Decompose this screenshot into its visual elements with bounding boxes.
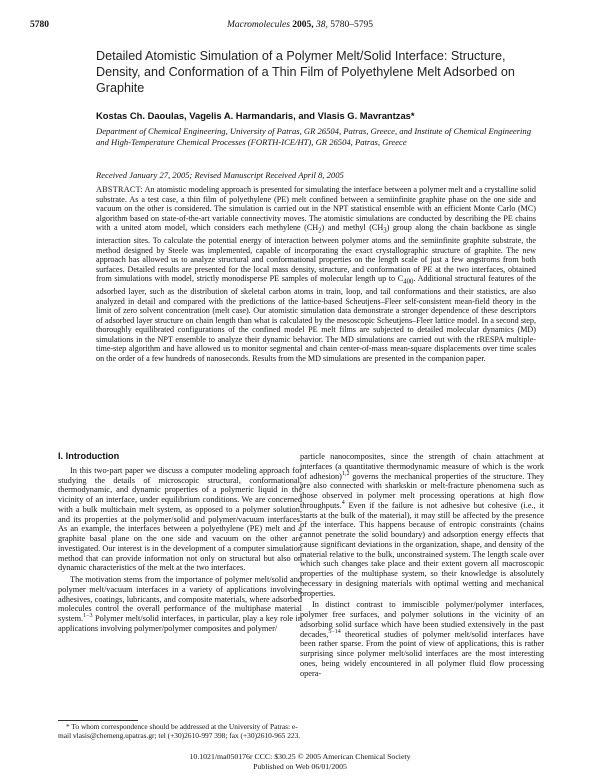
- right-column: [300, 452, 544, 678]
- section-heading: I. Introduction: [58, 451, 120, 461]
- abstract: [96, 183, 536, 363]
- right-paragraph-1: [300, 452, 544, 598]
- affiliation: Department of Chemical Engineering, University of Patras, GR 26504, Patras, Greece, and Institute of Chemical Engineering and High-Temperature Chemical Processes (FORTH-ICE/HT), GR 26504, Patras, Greece: [96, 126, 532, 147]
- abstract-text-3: ) group along the chain backbone as single interaction sites. To calculate the potential energy of interaction between polymer atoms and the semiinfinite graphite substrate, the method designed by Steele was implemented, capable of incorporating the exact crystallographic structure of graphite. The new approach has allowed us to analyze structural and conformational properties on the length scale of just a few angstroms from both surfaces. Detailed results are presented for the local mass density, structure, and conformation of PE at the two interfaces, obtained from simulations with model, strictly monodisperse PE samples of molecular length up to C: [96, 223, 536, 284]
- right-p1-text-b: governs the mechanical properties of the structure. They are also connected with sharkskin or melt-fracture phenomena such as those observed in polymer melt processing operations at high flow throughputs.: [300, 471, 544, 510]
- right-p2-text-a: In distinct contrast to immiscible polymer/polymer interfaces, polymer free surfaces, and polymer solutions in the vicinity of an adsorbing solid surface which have been studied extensively in the past decades,: [300, 600, 544, 639]
- abstract-text-1: An atomistic modeling approach is presented for simulating the interface between a polymer melt and a crystalline solid substrate. As a test case, a thin film of polyethylene (PE) melt confined between a semiinfinite graphite phase on the one side and vacuum on the other is considered. The simulation is carried out in the NPT statistical ensemble with an efficient Monte Carlo (MC) algorithm based on state-of-the-art variable connectivity moves. The atomistic simulations are conducted by describing the PE chains with a united atom model, which considers each methylene (CH: [96, 185, 536, 232]
- right-p1-text-c: Even if the failure is not adhesive but cohesive (i.e., it starts at the bulk of the material), it may still be affected by the presence of the interface. This happens because of entropic constraints (chains cannot penetrate the solid boundary) and adsorption energy effects that cause significant deviations in the organization, shape, and density of the material relative to the bulk, unconstrained system. The length scale over which such changes take place and their extent govern all macroscopic properties of the multiphase system, so their knowledge is absolutely necessary in designing materials with optimal wetting and mechanical properties.: [300, 500, 544, 598]
- abstract-text-4: . Additional structural features of the adsorbed layer, such as the distribution of skeletal carbon atoms in train, loop, and tail conformations and their statistics, are also analyzed in detail and compared with the predictions of the lattice-based Scheutjens–Fleer self-consistent mean-field theory in the limit of zero solvent concentration (melt case). Our atomistic simulation data demonstrate a stronger dependence of these descriptors of adsorbed layer structure on chain length than what is calculated by the mesoscopic Scheutjens–Fleer lattice model. In a second step, thoroughly equilibrated configurations of the confined model PE melt films are subjected to detailed molecular dynamics (MD) simulations in the NPT ensemble to analyze their dynamic behavior. The MD simulations are carried out with the rRESPA multiple-time-step algorithm and have allowed us to monitor segmental and chain center-of-mass mean-square displacements over time scales on the order of a few hundreds of nanoseconds. Results from the MD simulations are presented in the companion paper.: [96, 274, 536, 363]
- right-paragraph-2: [300, 600, 544, 678]
- article-title: Detailed Atomistic Simulation of a Polymer Melt/Solid Interface: Structure, Density, and Conformation of a Thin Film of Polyethylene Melt Adsorbed on Graphite: [96, 49, 515, 95]
- journal-pages: 5780–5795: [330, 20, 374, 30]
- journal-year: 2005,: [292, 20, 314, 30]
- right-p2-text-b: theoretical studies of polymer melt/solid interfaces have been rather sparse. From the point of view of applications, this is rather surprising since polymer melt/solid interfaces are the most interesting ones, being widely encountered in all polymer fluid flow processing opera-: [300, 629, 544, 678]
- correspondence-footnote: [58, 723, 302, 740]
- footnote-text: * To whom correspondence should be addressed at the University of Patras: e-mail vlasis@chemeng.upatras.gr; tel (+30)2610-997 398; fax (+30)2610-965 223.: [58, 722, 301, 740]
- intro-p2-text-b: Polymer melt/solid interfaces, in particular, play a key role in applications involving polymer/polymer composites and polymer/: [58, 614, 302, 633]
- author-list: Kostas Ch. Daoulas, Vagelis A. Harmandaris, and Vlasis G. Mavrantzas*: [96, 110, 415, 121]
- footnote-rule: [58, 720, 138, 721]
- journal-citation: [30, 20, 570, 30]
- right-p1-ref-2: 4: [341, 499, 345, 506]
- right-p2-ref: 5−14: [328, 628, 341, 635]
- running-header: [30, 20, 570, 34]
- published-date: Published on Web 06/01/2005: [253, 762, 347, 771]
- abstract-sub-3: 400: [403, 278, 414, 286]
- right-p1-text-a: particle nanocomposites, since the strength of chain attachment at interfaces (a quantitative thermodynamic measure of which is the work of adhesion): [300, 452, 544, 481]
- intro-paragraph-2: [58, 575, 302, 634]
- journal-volume: 38,: [316, 20, 328, 30]
- left-column: [58, 452, 302, 634]
- intro-paragraph-1: In this two-part paper we discuss a computer modeling approach for studying the details of microscopic structural, conformational, thermodynamic, and dynamic properties of a polymeric liquid in the vicinity of an interface, under equilibrium conditions. We are concerned with a bulk multichain melt system, as opposed to a polymer solution, and its properties at the polymer/solid and polymer/vacuum interfaces. As an example, the interfaces between a polyethylene (PE) melt and a graphite basal plane on the one side and vacuum on the other are investigated. Our interest is in the development of a computer simulation method that can provide information not only on structural but also on dynamic characteristics of the melt at the two interfaces.: [58, 465, 302, 573]
- intro-p2-ref: 1−3: [83, 613, 93, 620]
- abstract-sub-2: 3: [383, 227, 387, 235]
- page-number: 5780: [30, 20, 49, 30]
- received-dates: Received January 27, 2005; Revised Manuscript Received April 8, 2005: [96, 170, 344, 180]
- right-p1-ref-1: 1,2: [341, 470, 350, 477]
- intro-p2-text-a: The motivation stems from the importance of polymer melt/solid and polymer melt/vacuum interfaces in a variety of applications involving adhesives, coatings, lubricants, and composite materials, where adsorbed molecules control the overall performance of the multiphase material system.: [58, 575, 302, 623]
- doi-line: 10.1021/ma050176r CCC: $30.25 © 2005 American Chemical Society: [189, 752, 411, 761]
- journal-name: Macromolecules: [226, 20, 290, 30]
- abstract-sub-1: 2: [318, 227, 322, 235]
- abstract-label: ABSTRACT:: [96, 185, 143, 194]
- abstract-text-2: ) and methyl (CH: [321, 223, 384, 232]
